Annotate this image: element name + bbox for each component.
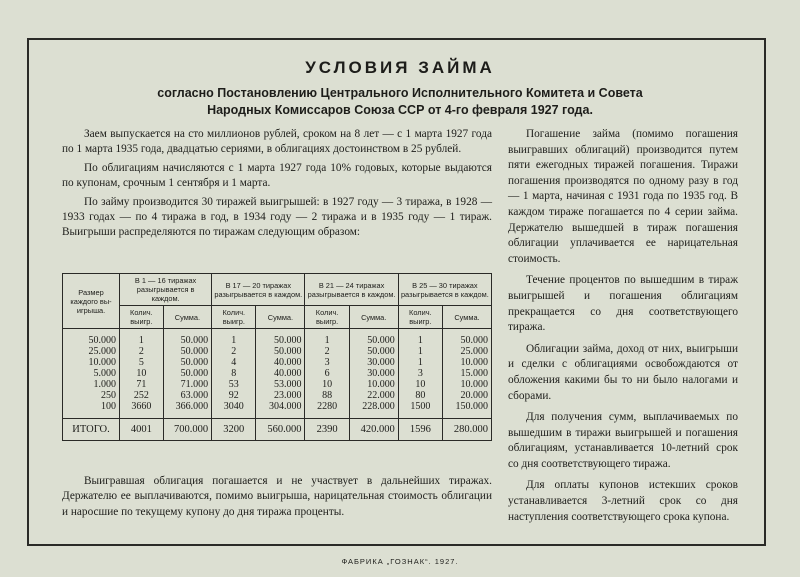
sum-cell: 50.000 [163,357,212,368]
count-cell: 4 [212,357,256,368]
sum-cell: 23.000 [256,390,305,401]
sum-cell: 30.000 [349,368,398,379]
count-cell: 3660 [120,401,164,419]
total-count-cell: 3200 [212,419,256,441]
sum-cell: 53.000 [256,379,305,390]
prize-size-cell: 100 [63,401,120,419]
count-cell: 8 [212,368,256,379]
sum-cell: 50.000 [349,346,398,357]
count-cell: 1 [212,329,256,347]
count-cell: 3 [305,357,349,368]
count-cell: 53 [212,379,256,390]
sum-cell: 20.000 [442,390,491,401]
count-cell: 80 [398,390,442,401]
table-row [63,357,492,368]
total-count-cell: 1596 [398,419,442,441]
count-cell: 10 [305,379,349,390]
footer-paragraph: Выигравшая облигация погашается и не участвует в дальнейших тиражах. Держателю ее выплачиваются, помимо выигрыша, нарицательная стоимость облигации и наросшие по текущему купону до дня тиража проценты. [62,475,492,518]
sum-cell: 10.000 [349,379,398,390]
count-cell: 2 [120,346,164,357]
table-row [63,379,492,390]
total-row [63,419,492,441]
sum-cell: 366.000 [163,401,212,419]
footer-paragraph-block [62,474,492,520]
left-paragraph: По займу производится 30 тиражей выигрышей: в 1927 году — 3 тиража, в 1928 — 1933 годах — по 4 тиража в год, в 1934 году — 2 тиража и в 1935 году — 1 тираж. Выигрыши распределяются по тиражам следующим образом: [62,195,492,239]
sum-cell: 30.000 [349,357,398,368]
count-cell: 1 [398,346,442,357]
group-header: В 17 — 20 тиражах разыгрывается в каждом. [212,274,305,306]
count-cell: 6 [305,368,349,379]
count-cell: 2280 [305,401,349,419]
table-row [63,329,492,347]
count-cell: 5 [120,357,164,368]
count-cell: 252 [120,390,164,401]
right-paragraph: Течение процентов по вышедшим в тираж выигрышей и погашения облигациям прекращается со дня соответствующего тиража. [508,274,738,334]
sub-header-count: Колич. выигр. [398,306,442,329]
sum-cell: 10.000 [442,379,491,390]
right-paragraph: Погашение займа (помимо погашения выигравших облигаций) производится путем пяти ежегодных тиражей погашения. Тиражи погашения производятся по одному разу в год — 1 марта, начиная с 1931 года по 1935 год. В каждом тираже погашается по 4 серии займа. Держателю вышедшей в тираж погашения облигации уплачивается ее нарицательная стоимость. [508,128,738,265]
count-cell: 1 [398,329,442,347]
count-cell: 92 [212,390,256,401]
total-sum-cell: 700.000 [163,419,212,441]
table-row [63,346,492,357]
count-cell: 71 [120,379,164,390]
count-cell: 10 [120,368,164,379]
total-sum-cell: 420.000 [349,419,398,441]
count-cell: 1500 [398,401,442,419]
table-row [63,390,492,401]
sub-header-sum: Сумма. [349,306,398,329]
left-paragraph: По облигациям начисляются с 1 марта 1927 года 10% годовых, которые выдаются по купонам, срочным 1 сентября и 1 марта. [62,161,492,190]
sum-cell: 40.000 [256,368,305,379]
prize-table [62,273,492,441]
sum-cell: 10.000 [442,357,491,368]
total-label: ИТОГО. [63,419,120,441]
sub-header-count: Колич. выигр. [212,306,256,329]
sum-cell: 228.000 [349,401,398,419]
count-cell: 3 [398,368,442,379]
sub-header-sum: Сумма. [442,306,491,329]
count-cell: 1 [305,329,349,347]
sum-cell: 22.000 [349,390,398,401]
prize-size-cell: 5.000 [63,368,120,379]
prize-size-cell: 250 [63,390,120,401]
sub-header-count: Колич. выигр. [120,306,164,329]
sum-cell: 50.000 [256,329,305,347]
prize-size-cell: 50.000 [63,329,120,347]
prize-size-cell: 1.000 [63,379,120,390]
sum-cell: 50.000 [163,329,212,347]
page-subtitle: согласно Постановлению Центрального Исполнительного Комитета и Совета Народных Комиссаров Союза ССР от 4-го февраля 1927 года. [157,86,643,117]
sum-cell: 50.000 [442,329,491,347]
total-count-cell: 4001 [120,419,164,441]
group-header: В 25 — 30 тиражах разыгрывается в каждом. [398,274,491,306]
sub-header-count: Колич. выигр. [305,306,349,329]
sum-cell: 50.000 [163,368,212,379]
count-cell: 1 [398,357,442,368]
total-sum-cell: 280.000 [442,419,491,441]
total-count-cell: 2390 [305,419,349,441]
sum-cell: 40.000 [256,357,305,368]
right-column [508,127,738,531]
total-sum-cell: 560.000 [256,419,305,441]
left-column [62,127,492,244]
group-header: В 1 — 16 тиражах разыгрывается в каждом. [120,274,212,306]
count-cell: 1 [120,329,164,347]
count-cell: 3040 [212,401,256,419]
prize-size-cell: 25.000 [63,346,120,357]
count-cell: 10 [398,379,442,390]
count-cell: 2 [305,346,349,357]
left-paragraph: Заем выпускается на сто миллионов рублей, сроком на 8 лет — с 1 марта 1927 года по 1 марта 1935 года, двадцатью сериями, в облигациях достоинством в 25 рублей. [62,128,492,156]
sum-cell: 25.000 [442,346,491,357]
sum-cell: 50.000 [256,346,305,357]
right-paragraph: Облигации займа, доход от них, выигрыши и сделки с облигациями освобождаются от обложения какими бы то ни было налогами и сборами. [508,342,738,402]
count-cell: 88 [305,390,349,401]
sum-cell: 15.000 [442,368,491,379]
sum-cell: 71.000 [163,379,212,390]
right-paragraph: Для оплаты купонов истекших сроков устанавливается 3-летний срок со дня наступления соответствующего срока купона. [508,479,738,523]
sum-cell: 304.000 [256,401,305,419]
table-row [63,401,492,419]
sub-header-sum: Сумма. [163,306,212,329]
sum-cell: 50.000 [163,346,212,357]
table-row [63,368,492,379]
page-title: УСЛОВИЯ ЗАЙМА [305,58,495,77]
prize-table-body [63,329,492,441]
prize-size-cell: 10.000 [63,357,120,368]
right-paragraph: Для получения сумм, выплачиваемых по вышедшим в тиражи выигрышей и погашения облигациям, устанавливается 10-летний срок со дня соответствующего тиража. [508,411,738,470]
col-prize-size-header: Размер каждого вы-игрыша. [63,274,120,329]
sum-cell: 63.000 [163,390,212,401]
printer-imprint: ФАБРИКА „ГОЗНАК“. 1927. [341,557,459,566]
count-cell: 2 [212,346,256,357]
sum-cell: 150.000 [442,401,491,419]
sum-cell: 50.000 [349,329,398,347]
sub-header-sum: Сумма. [256,306,305,329]
group-header: В 21 — 24 тиражах разыгрывается в каждом. [305,274,398,306]
